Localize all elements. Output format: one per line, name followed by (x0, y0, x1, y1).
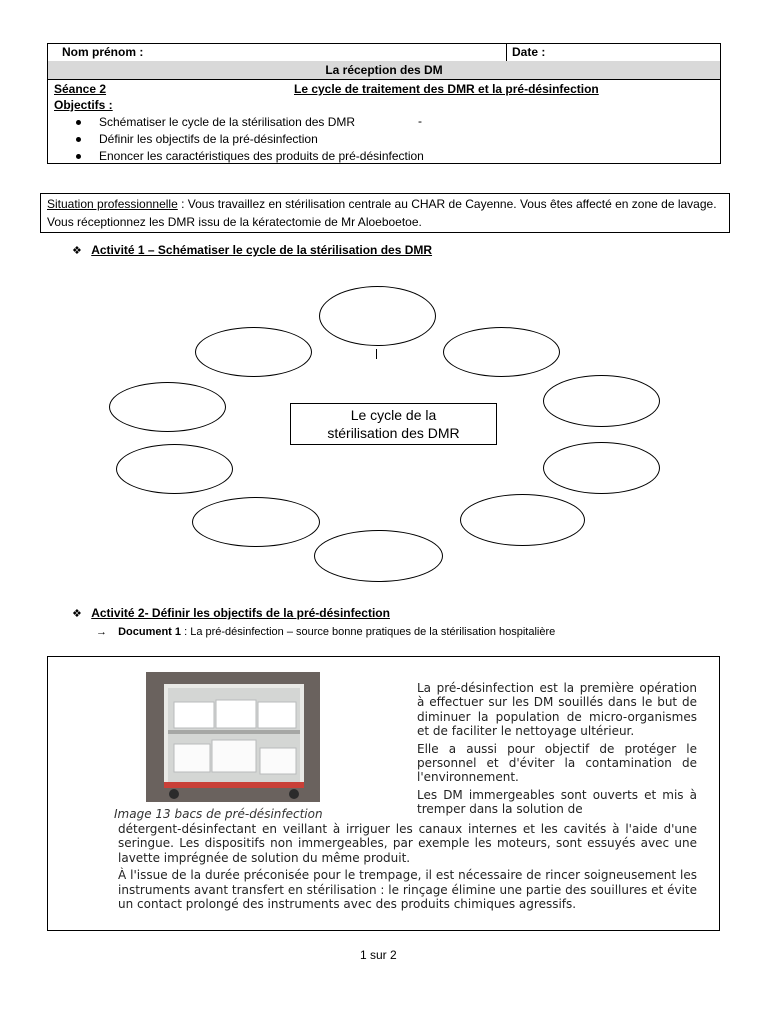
cycle-step-ellipse[interactable] (543, 375, 660, 427)
diagram-mark (376, 349, 377, 359)
seance-label: Séance 2 (54, 82, 107, 96)
activity2-title: Activité 2- Définir les objectifs de la pré-désinfection (91, 606, 390, 620)
bullet-icon (76, 154, 81, 159)
header-title: La réception des DM (48, 61, 720, 80)
document-paragraph: La pré-désinfection est la première opération à effectuer sur les DM souillés dans le but de diminuer la population de micro-organismes et de faciliter le nettoyage ultérieur. Elle a aussi pour objectif de protéger le personnel et d'éviter la contamination de l'environnement. Les DM immergeables sont ouverts et mis à tremper dans la solution de (417, 681, 697, 817)
document-label: Document 1 (118, 626, 182, 638)
date-label: Date : (512, 45, 546, 59)
objective-item: Définir les objectifs de la pré-désinfection (72, 131, 424, 148)
name-label: Nom prénom : (62, 45, 144, 59)
cycle-step-ellipse[interactable] (116, 444, 233, 494)
situation-label: Situation professionnelle (47, 197, 178, 211)
situation-box (40, 193, 730, 233)
cycle-step-ellipse[interactable] (109, 382, 226, 432)
bullet-icon (76, 120, 81, 125)
header-row-identity (48, 44, 720, 62)
arrow-right-icon: → (96, 626, 107, 638)
cycle-step-ellipse[interactable] (443, 327, 560, 377)
document-paragraph: détergent-désinfectant en veillant à irriguer les canaux internes et les cavités à l'aide d'une seringue. Les dispositifs non immergeables, par exemple les moteurs, sont essuyés avec une lavette imprégnée de solution du même produit. À l'issue de la durée préconisée pour le trempage, il est nécessaire de rincer soigneusement les instruments avant transfert en stérilisation : le rinçage élimine une partie des souillures et évite un contact prolongé des instruments avec des produits chimiques agressifs. (118, 822, 697, 912)
page-number: 1 sur 2 (360, 948, 397, 962)
cycle-title: Le cycle de traitement des DMR et la pré-désinfection (294, 82, 599, 96)
disinfection-tubs-image (146, 672, 320, 802)
activity1-title: Activité 1 – Schématiser le cycle de la stérilisation des DMR (91, 243, 433, 257)
activity1-heading (72, 243, 432, 257)
cycle-step-ellipse[interactable] (543, 442, 660, 494)
diamond-bullet-icon: ❖ (72, 245, 82, 257)
objective-item: Enoncer les caractéristiques des produits de pré-désinfection (72, 148, 424, 165)
image-caption: Image 13 bacs de pré-désinfection (114, 807, 323, 821)
tubs-illustration (146, 672, 320, 802)
cycle-step-ellipse[interactable] (195, 327, 312, 377)
document-reference (96, 626, 555, 638)
objectives-label: Objectifs : (54, 98, 113, 112)
cycle-step-ellipse[interactable] (319, 286, 436, 346)
objective-item: Schématiser le cycle de la stérilisation des DMR (72, 114, 424, 131)
diamond-bullet-icon: ❖ (72, 608, 82, 620)
situation-text: : Vous travaillez en stérilisation centrale au CHAR de Cayenne. Vous êtes affecté en zone de lavage. Vous réceptionnez les DMR issu de la kératectomie de Mr Aloeboetoe. (47, 197, 717, 229)
cycle-center-label: Le cycle de la stérilisation des DMR (290, 403, 497, 445)
stray-dash: - (418, 114, 422, 128)
header-divider (506, 44, 507, 61)
cycle-step-ellipse[interactable] (314, 530, 443, 582)
cycle-step-ellipse[interactable] (460, 494, 585, 546)
objectives-list (72, 114, 424, 165)
document-source: : La pré-désinfection – source bonne pratiques de la stérilisation hospitalière (181, 626, 556, 638)
header-table (47, 43, 721, 164)
activity2-heading (72, 606, 390, 620)
bullet-icon (76, 137, 81, 142)
cycle-step-ellipse[interactable] (192, 497, 320, 547)
